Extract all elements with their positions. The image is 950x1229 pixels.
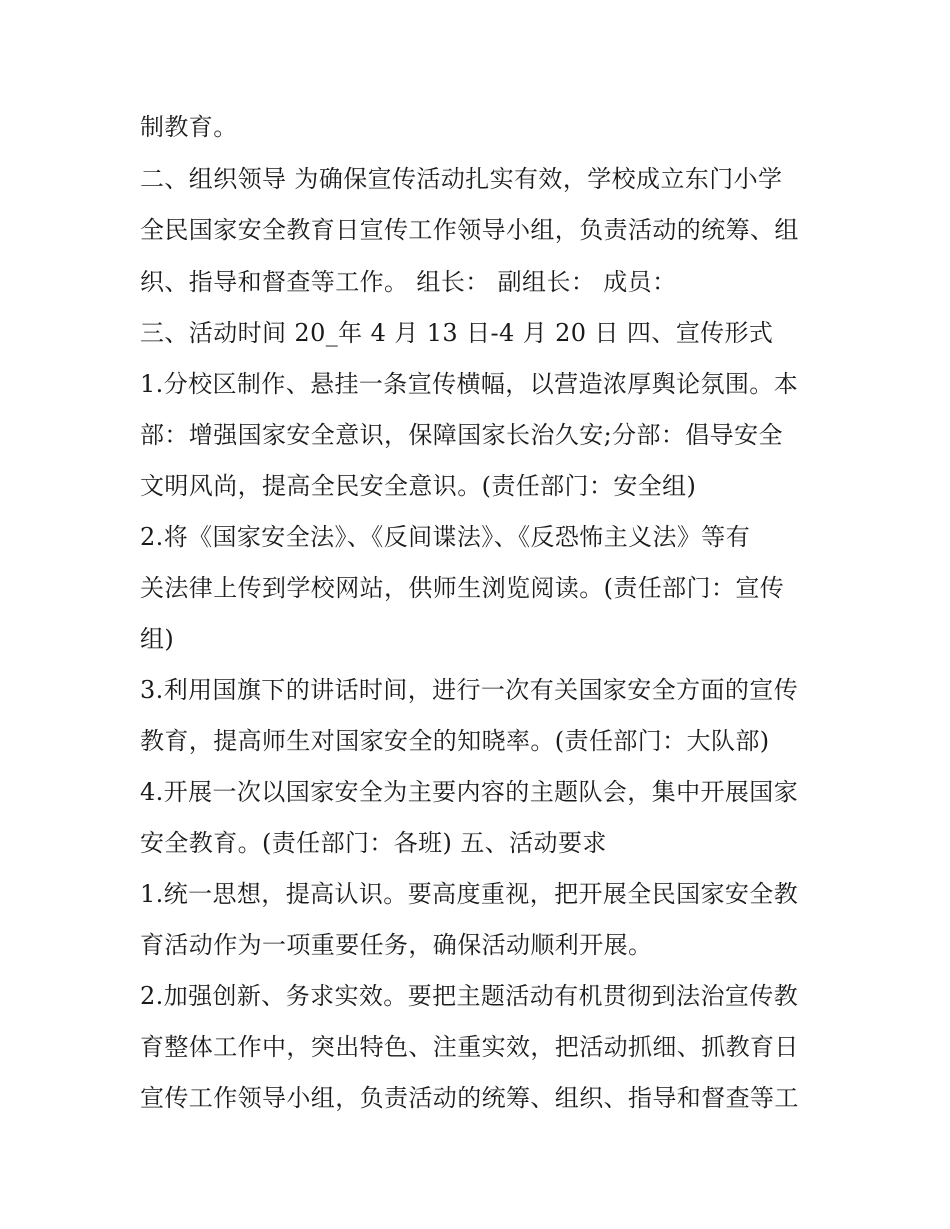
text-line: 2.加强创新、务求实效。要把主题活动有机贯彻到法治宣传教 [140,982,799,1010]
text-line: 2.将《国家安全法》、《反间谍法》、《反恐怖主义法》等有 [140,523,751,551]
text-line: 育活动作为一项重要任务，确保活动顺利开展。 [140,931,653,959]
text-line: 二、组织领导 为确保宣传活动扎实有效，学校成立东门小学 [140,165,783,193]
text-line: 文明风尚，提高全民安全意识。(责任部门：安全组) [140,472,697,500]
text-line: 教育，提高师生对国家安全的知晓率。(责任部门：大队部) [140,727,770,755]
text-line: 组) [140,625,175,653]
text-line: 宣传工作领导小组，负责活动的统筹、组织、指导和督查等工 [140,1084,799,1112]
text-line: 安全教育。(责任部门：各班) 五、活动要求 [140,829,607,857]
text-line: 1.分校区制作、悬挂一条宣传横幅，以营造浓厚舆论氛围。本 [140,370,799,398]
text-line: 关法律上传到学校网站，供师生浏览阅读。(责任部门：宣传 [140,574,785,602]
text-line: 3.利用国旗下的讲话时间，进行一次有关国家安全方面的宣传 [140,676,799,704]
text-line: 1.统一思想，提高认识。要高度重视，把开展全民国家安全教 [140,880,799,908]
text-line: 三、活动时间 20_年 4 月 13 日-4 月 20 日 四、宣传形式 [140,319,774,347]
text-line: 全民国家安全教育日宣传工作领导小组，负责活动的统筹、组 [140,216,799,244]
text-line: 织、指导和督查等工作。 组长： 副组长： 成员： [140,268,677,296]
text-line: 育整体工作中，突出特色、注重实效，把活动抓细、抓教育日 [140,1033,799,1061]
text-line: 部：增强国家安全意识，保障国家长治久安;分部：倡导安全 [140,421,783,449]
text-line: 制教育。 [140,113,238,141]
text-line: 4.开展一次以国家安全为主要内容的主题队会，集中开展国家 [140,778,799,806]
